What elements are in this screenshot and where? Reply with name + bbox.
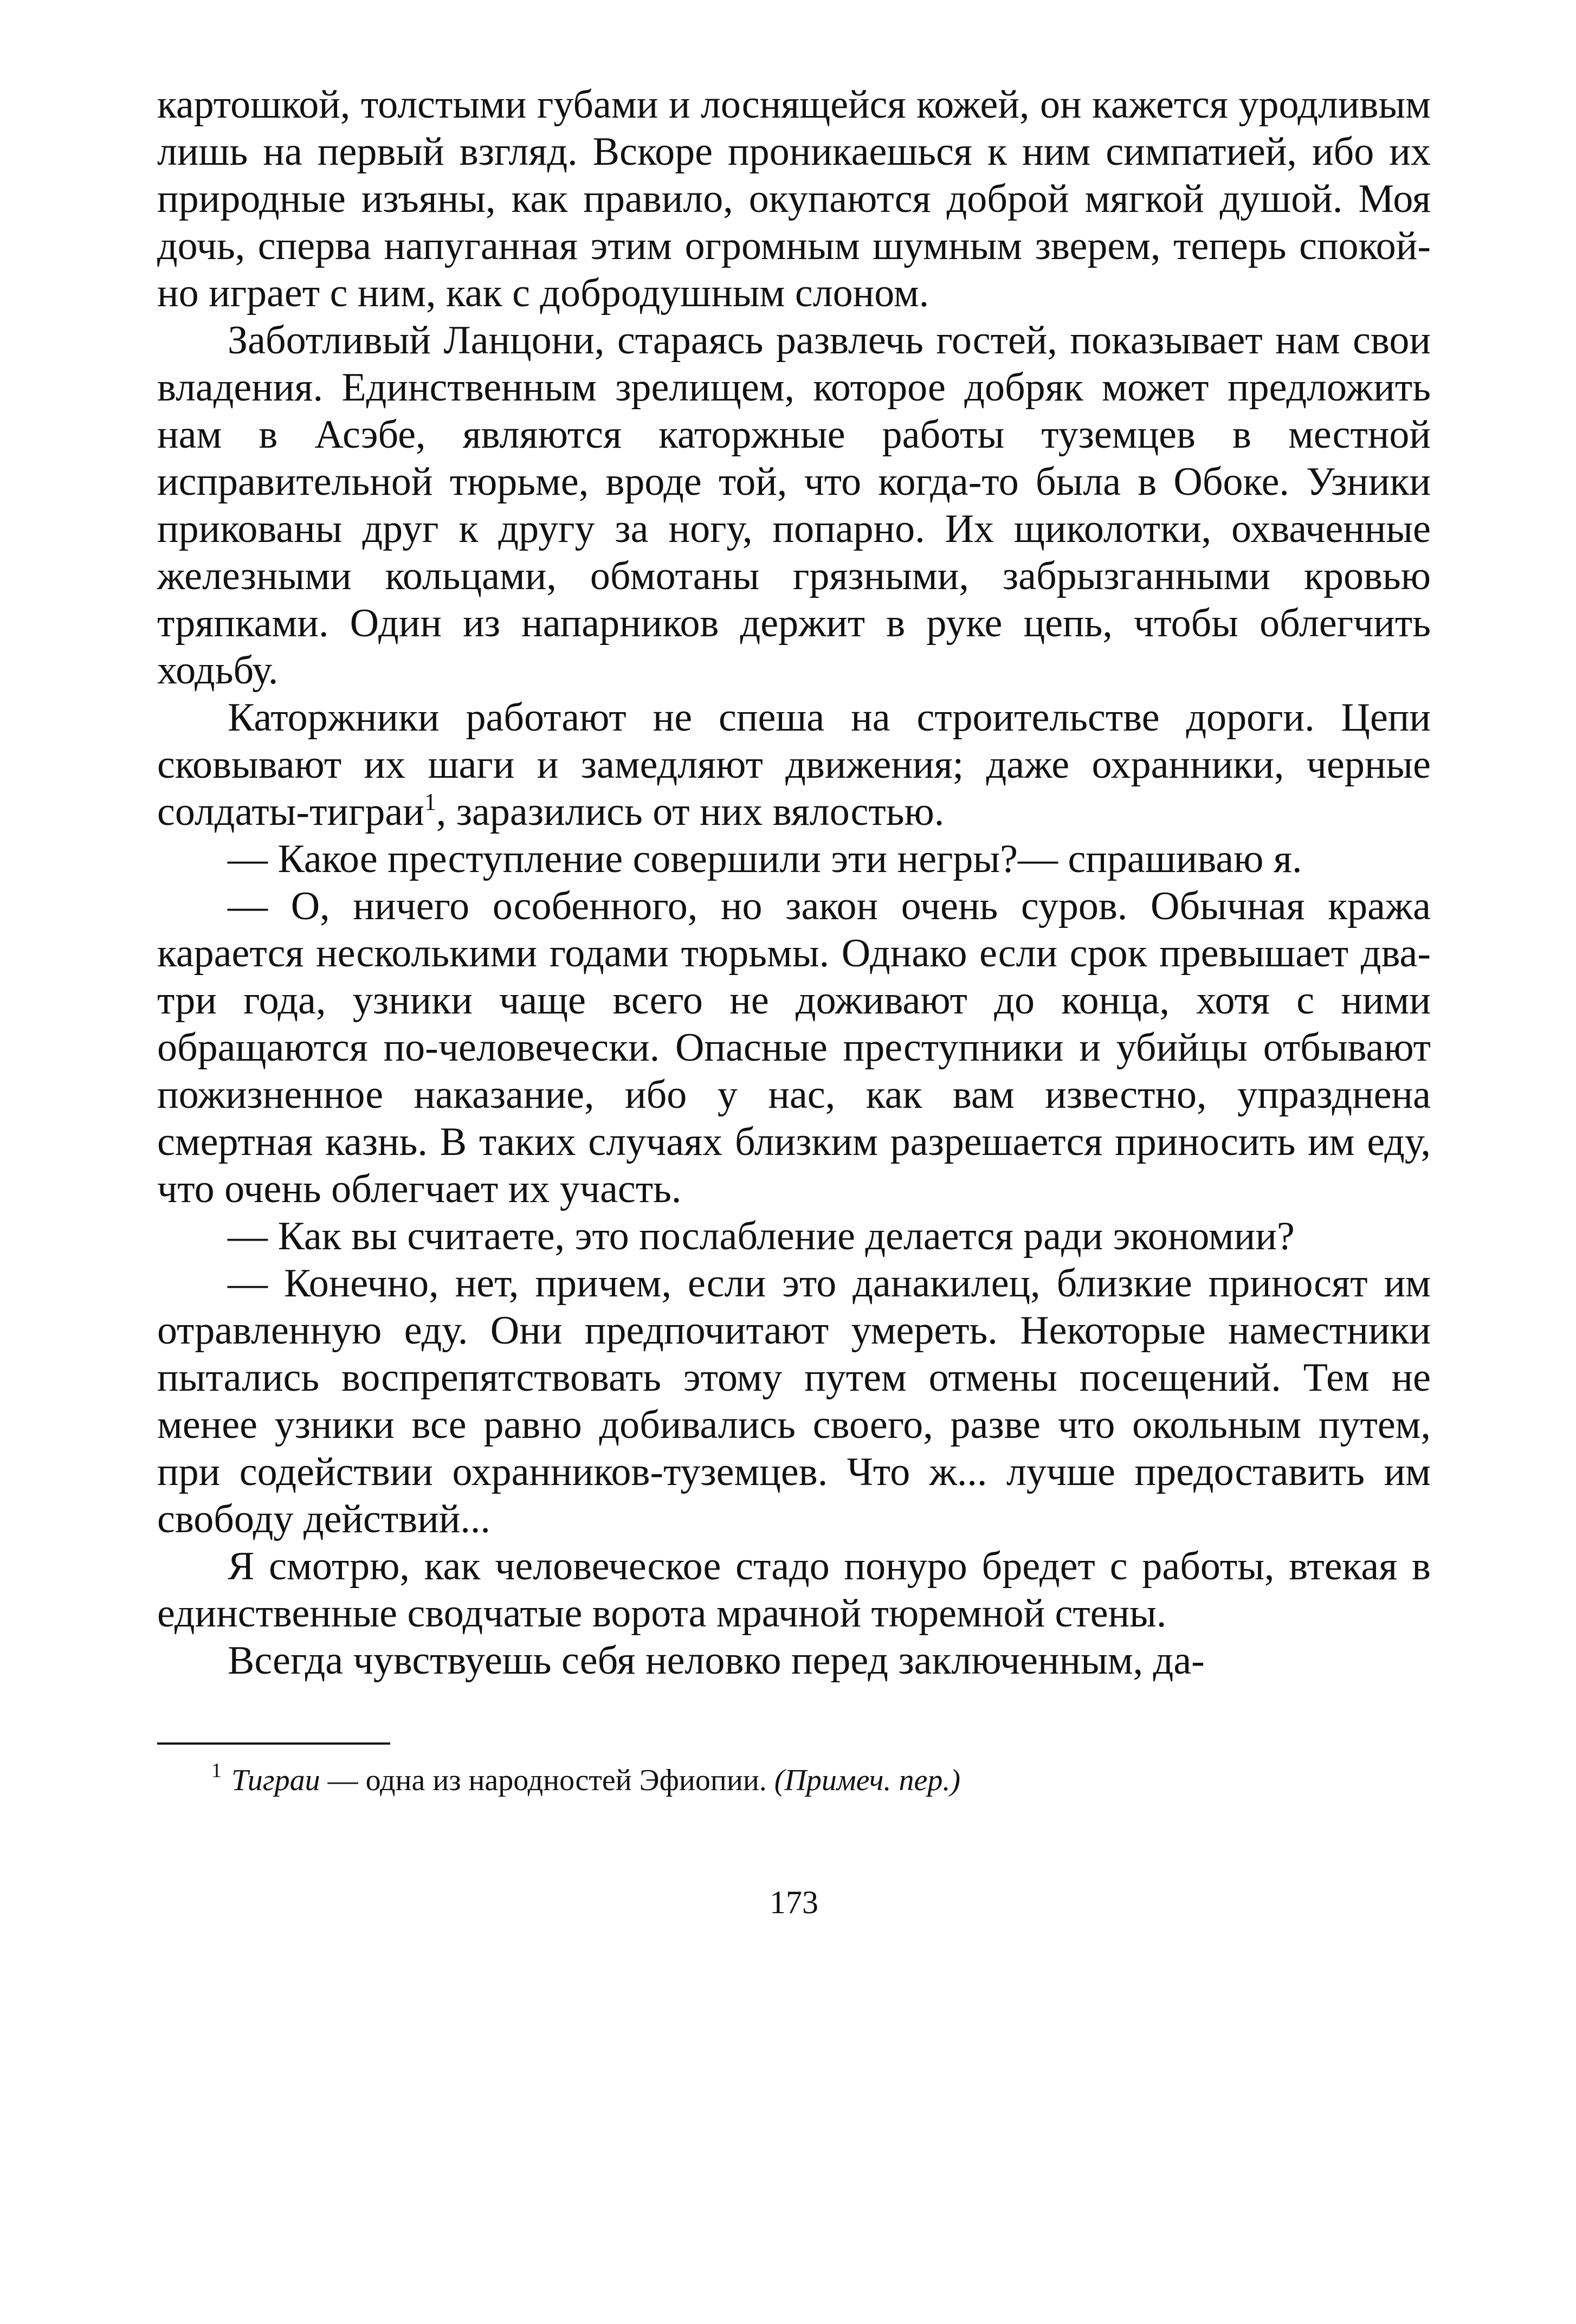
footnote-reference: 1 <box>424 789 436 815</box>
paragraph: — О, ничего особенного, но закон очень суров. Обычная кража карается несколькими годами тюрьмы. Однако если срок превышает два-три года, узники чаще всего не доживают до конца, хотя с ними обращаются по-человечески. Опасные преступники и убийцы отбывают пожизненное наказание, ибо у нас, как вам известно, упразднена смертная казнь. В таких случаях близким разрешается приносить им еду, что очень облегчает их участь. <box>157 884 1431 1211</box>
footnote-translator-note: (Примеч. пер.) <box>774 1764 960 1797</box>
paragraph: — Какое преступление совершили эти негры?— спрашиваю я. <box>228 837 1302 881</box>
footnote <box>211 1761 960 1799</box>
page-number: 173 <box>770 1884 818 1920</box>
paragraph-text: , заразились от них вялостью. <box>436 790 945 834</box>
paragraph: Заботливый Ланцони, стараясь развлечь гостей, показывает нам свои владения. Единственным зрелищем, которое добряк может предложить нам в Асэбе, являются каторжные работы туземцев в местной исправительной тюрьме, вроде той, что когда-то была в Обоке. Узники прикованы друг к другу за ногу, попарно. Их щиколотки, охваченные железными кольцами, обмотаны грязными, забрызганными кровью тряпками. Один из напарников держит в руке цепь, чтобы облегчить ходьбу. <box>157 318 1431 693</box>
footnote-text: — одна из народностей Эфиопии. <box>320 1764 774 1797</box>
body-text <box>157 81 1431 1684</box>
footnote-term: Тиграи <box>231 1764 320 1797</box>
paragraph <box>157 694 1431 836</box>
paragraph-text: Каторжники работают не спеша на строительстве дороги. Цепи сковывают их шаги и замедляют движения; даже охранники, черные солдаты-тиграи <box>157 695 1431 834</box>
paragraph: — Как вы считаете, это послабление делается ради экономии? <box>228 1214 1295 1258</box>
paragraph: Всегда чувствуешь себя неловко перед заключенным, да- <box>228 1638 1205 1683</box>
footnote-marker: 1 <box>211 1759 222 1782</box>
paragraph: Я смотрю, как человеческое стадо понуро бредет с работы, втекая в единственные сводчатые ворота мрачной тюремной стены. <box>157 1544 1431 1636</box>
paragraph: — Конечно, нет, причем, если это данакилец, близкие приносят им отравленную еду. Они предпочитают умереть. Некоторые наместники пытались воспрепятствовать этому путем отмены посещений. Тем не менее узники все равно добивались своего, разве что окольным путем, при содействии охранников-туземцев. Что ж... лучше предоставить им свободу действий... <box>157 1261 1431 1541</box>
footnote-divider <box>157 1742 390 1745</box>
paragraph: картошкой, толстыми губами и лоснящейся кожей, он кажется уродливым лишь на первый взгляд. Вскоре проникаешься к ним симпатией, ибо их природные изъяны, как правило, окупаются доброй мягкой душой. Моя дочь, сперва напуганная этим огромным шумным зверем, теперь спокойно играет с ним, как с добродушным слоном. <box>157 82 1431 315</box>
book-page <box>157 81 1431 2271</box>
